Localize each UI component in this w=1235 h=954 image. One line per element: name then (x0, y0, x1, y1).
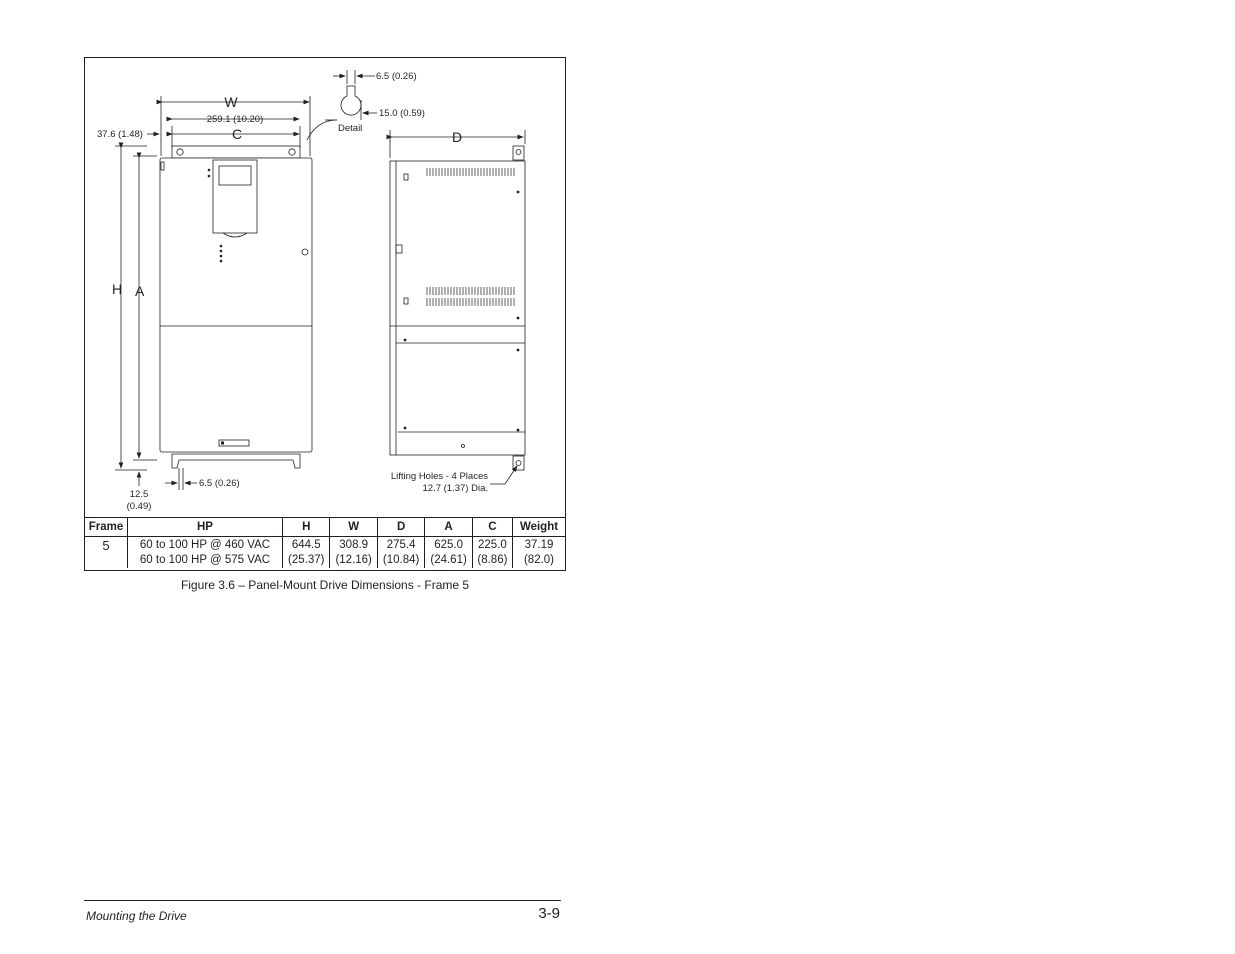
cell-weight-kg: 37.19 (524, 539, 554, 551)
cell-d-mm: 275.4 (386, 539, 416, 551)
cell-hp (128, 537, 283, 569)
header-h: H (283, 518, 330, 537)
c-label: C (231, 126, 243, 142)
cell-c-in: (8.86) (477, 554, 508, 566)
header-a: A (425, 518, 472, 537)
cell-h (283, 537, 330, 569)
page-number: 3-9 (538, 905, 560, 922)
cell-w-in: (12.16) (335, 554, 372, 566)
cell-a-mm: 625.0 (434, 539, 463, 551)
detail-top-text: 6.5 (0.26) (376, 71, 417, 82)
cell-a-in: (24.61) (430, 554, 467, 566)
header-weight: Weight (513, 518, 566, 537)
cell-h-mm: 644.5 (291, 539, 321, 551)
cell-h-in: (25.37) (288, 554, 325, 566)
dimension-drawing (85, 58, 565, 516)
d-label: D (451, 129, 463, 145)
cell-hp-line-2: 60 to 100 HP @ 575 VAC (139, 554, 271, 566)
bottom-height-text-1: 12.5 (129, 489, 149, 500)
figure-caption: Figure 3.6 – Panel-Mount Drive Dimensions - Frame 5 (180, 578, 470, 592)
footer-section-title: Mounting the Drive (86, 909, 187, 923)
table-row (85, 537, 565, 569)
footer-divider (84, 900, 561, 901)
cell-w-mm: 308.9 (339, 539, 369, 551)
bottom-small-text: 6.5 (0.26) (199, 478, 240, 489)
lifting-holes-text-2: 12.7 (1.37) Dia. (422, 483, 488, 494)
cell-frame: 5 (85, 537, 128, 569)
cell-w (330, 537, 377, 569)
detail-text: Detail (338, 123, 363, 134)
figure-frame (84, 57, 566, 571)
cell-c (472, 537, 512, 569)
header-frame: Frame (85, 518, 128, 537)
dimensions-table (85, 517, 565, 568)
c-dimension-text: 259.1 (10.20) (206, 114, 264, 125)
keyhole-detail (341, 86, 361, 115)
cell-d (377, 537, 424, 569)
header-w: W (330, 518, 377, 537)
bottom-height-text-2: (0.49) (126, 501, 152, 512)
a-label: A (135, 283, 145, 299)
header-d: D (377, 518, 424, 537)
w-label: W (224, 94, 238, 110)
cell-d-in: (10.84) (382, 554, 420, 566)
left-offset-text: 37.6 (1.48) (97, 129, 143, 140)
cell-weight (513, 537, 566, 569)
top-bracket (172, 146, 300, 158)
detail-side-text: 15.0 (0.59) (379, 108, 425, 119)
drive-side-body (390, 161, 525, 455)
h-label: H (112, 281, 123, 297)
table-header-row (85, 518, 565, 537)
cell-c-mm: 225.0 (478, 539, 507, 551)
cell-hp-line-1: 60 to 100 HP @ 460 VAC (139, 539, 271, 551)
cell-a (425, 537, 472, 569)
header-c: C (472, 518, 512, 537)
header-hp: HP (128, 518, 283, 537)
lifting-holes-text-1: Lifting Holes - 4 Places (390, 471, 488, 482)
cell-weight-lb: (82.0) (523, 554, 555, 566)
